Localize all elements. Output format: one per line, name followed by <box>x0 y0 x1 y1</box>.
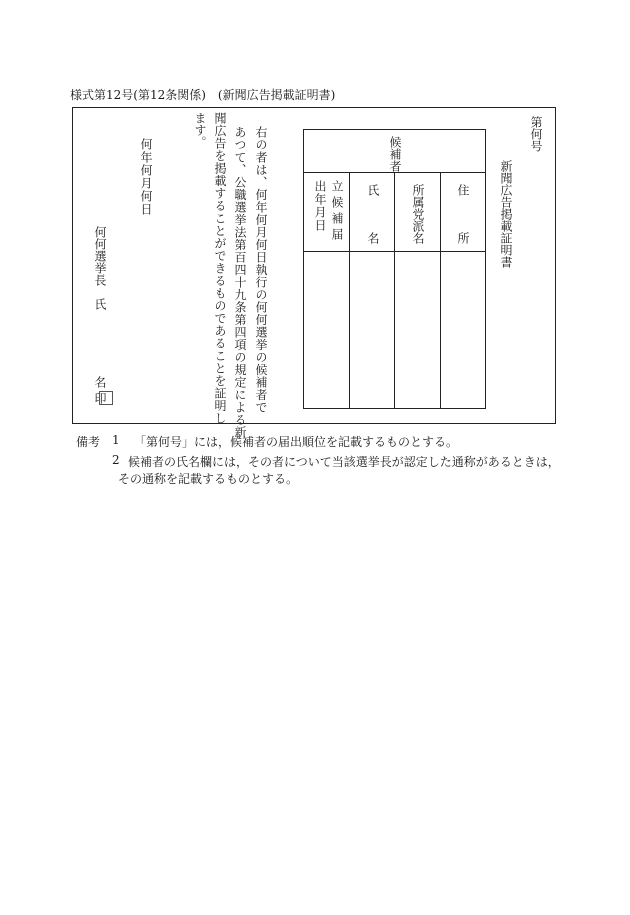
col-address-top: 住 <box>456 184 470 196</box>
issuer: 何何選挙長 氏 <box>93 226 107 310</box>
col-filing-top: 立候補届 <box>330 180 344 244</box>
col-name-top: 氏 <box>366 184 380 196</box>
note-2-number: 2 <box>112 453 120 467</box>
col-filing-bottom: 出年月日 <box>313 180 327 232</box>
form-header: 様式第12号(第12条関係) (新聞広告掲載証明書) <box>70 88 336 102</box>
col-address-bottom: 所 <box>456 232 470 244</box>
table-col-divider-1 <box>349 172 350 408</box>
note-1-text: 「第何号」には，候補者の届出順位を記載するものとする。 <box>134 435 459 449</box>
body-line-1: 右の者は、何年何月何日執行の何何選挙の候補者で <box>254 126 268 414</box>
form-title: 新聞広告掲載証明書 <box>499 160 513 268</box>
note-2-continuation: その通称を記載するものとする。 <box>118 472 299 486</box>
issuer-name-char: 名 <box>93 376 107 388</box>
col-party: 所属党派名 <box>411 184 425 244</box>
body-line-3: 聞広告を掲載することができるものであることを証明し <box>213 112 227 425</box>
body-line-2: あつて、公職選挙法第百四十九条第四項の規定による新 <box>233 126 247 439</box>
seal-box <box>99 391 113 405</box>
body-line-4: ます。 <box>193 112 207 148</box>
issue-date: 何年何月何日 <box>139 138 153 216</box>
notes-label: 備考 <box>76 435 101 449</box>
note-1-number: 1 <box>112 433 120 447</box>
form-number: 第何号 <box>529 116 543 152</box>
col-name-bottom: 名 <box>366 232 380 244</box>
note-2-text: 候補者の氏名欄には，その者について当該選挙長が認定した通称があるときは， <box>128 455 560 469</box>
table-heading-candidate: 候補者 <box>388 136 402 172</box>
table-col-divider-3 <box>440 172 441 408</box>
seal-char: 印 <box>93 392 107 404</box>
table-col-divider-2 <box>394 172 395 408</box>
